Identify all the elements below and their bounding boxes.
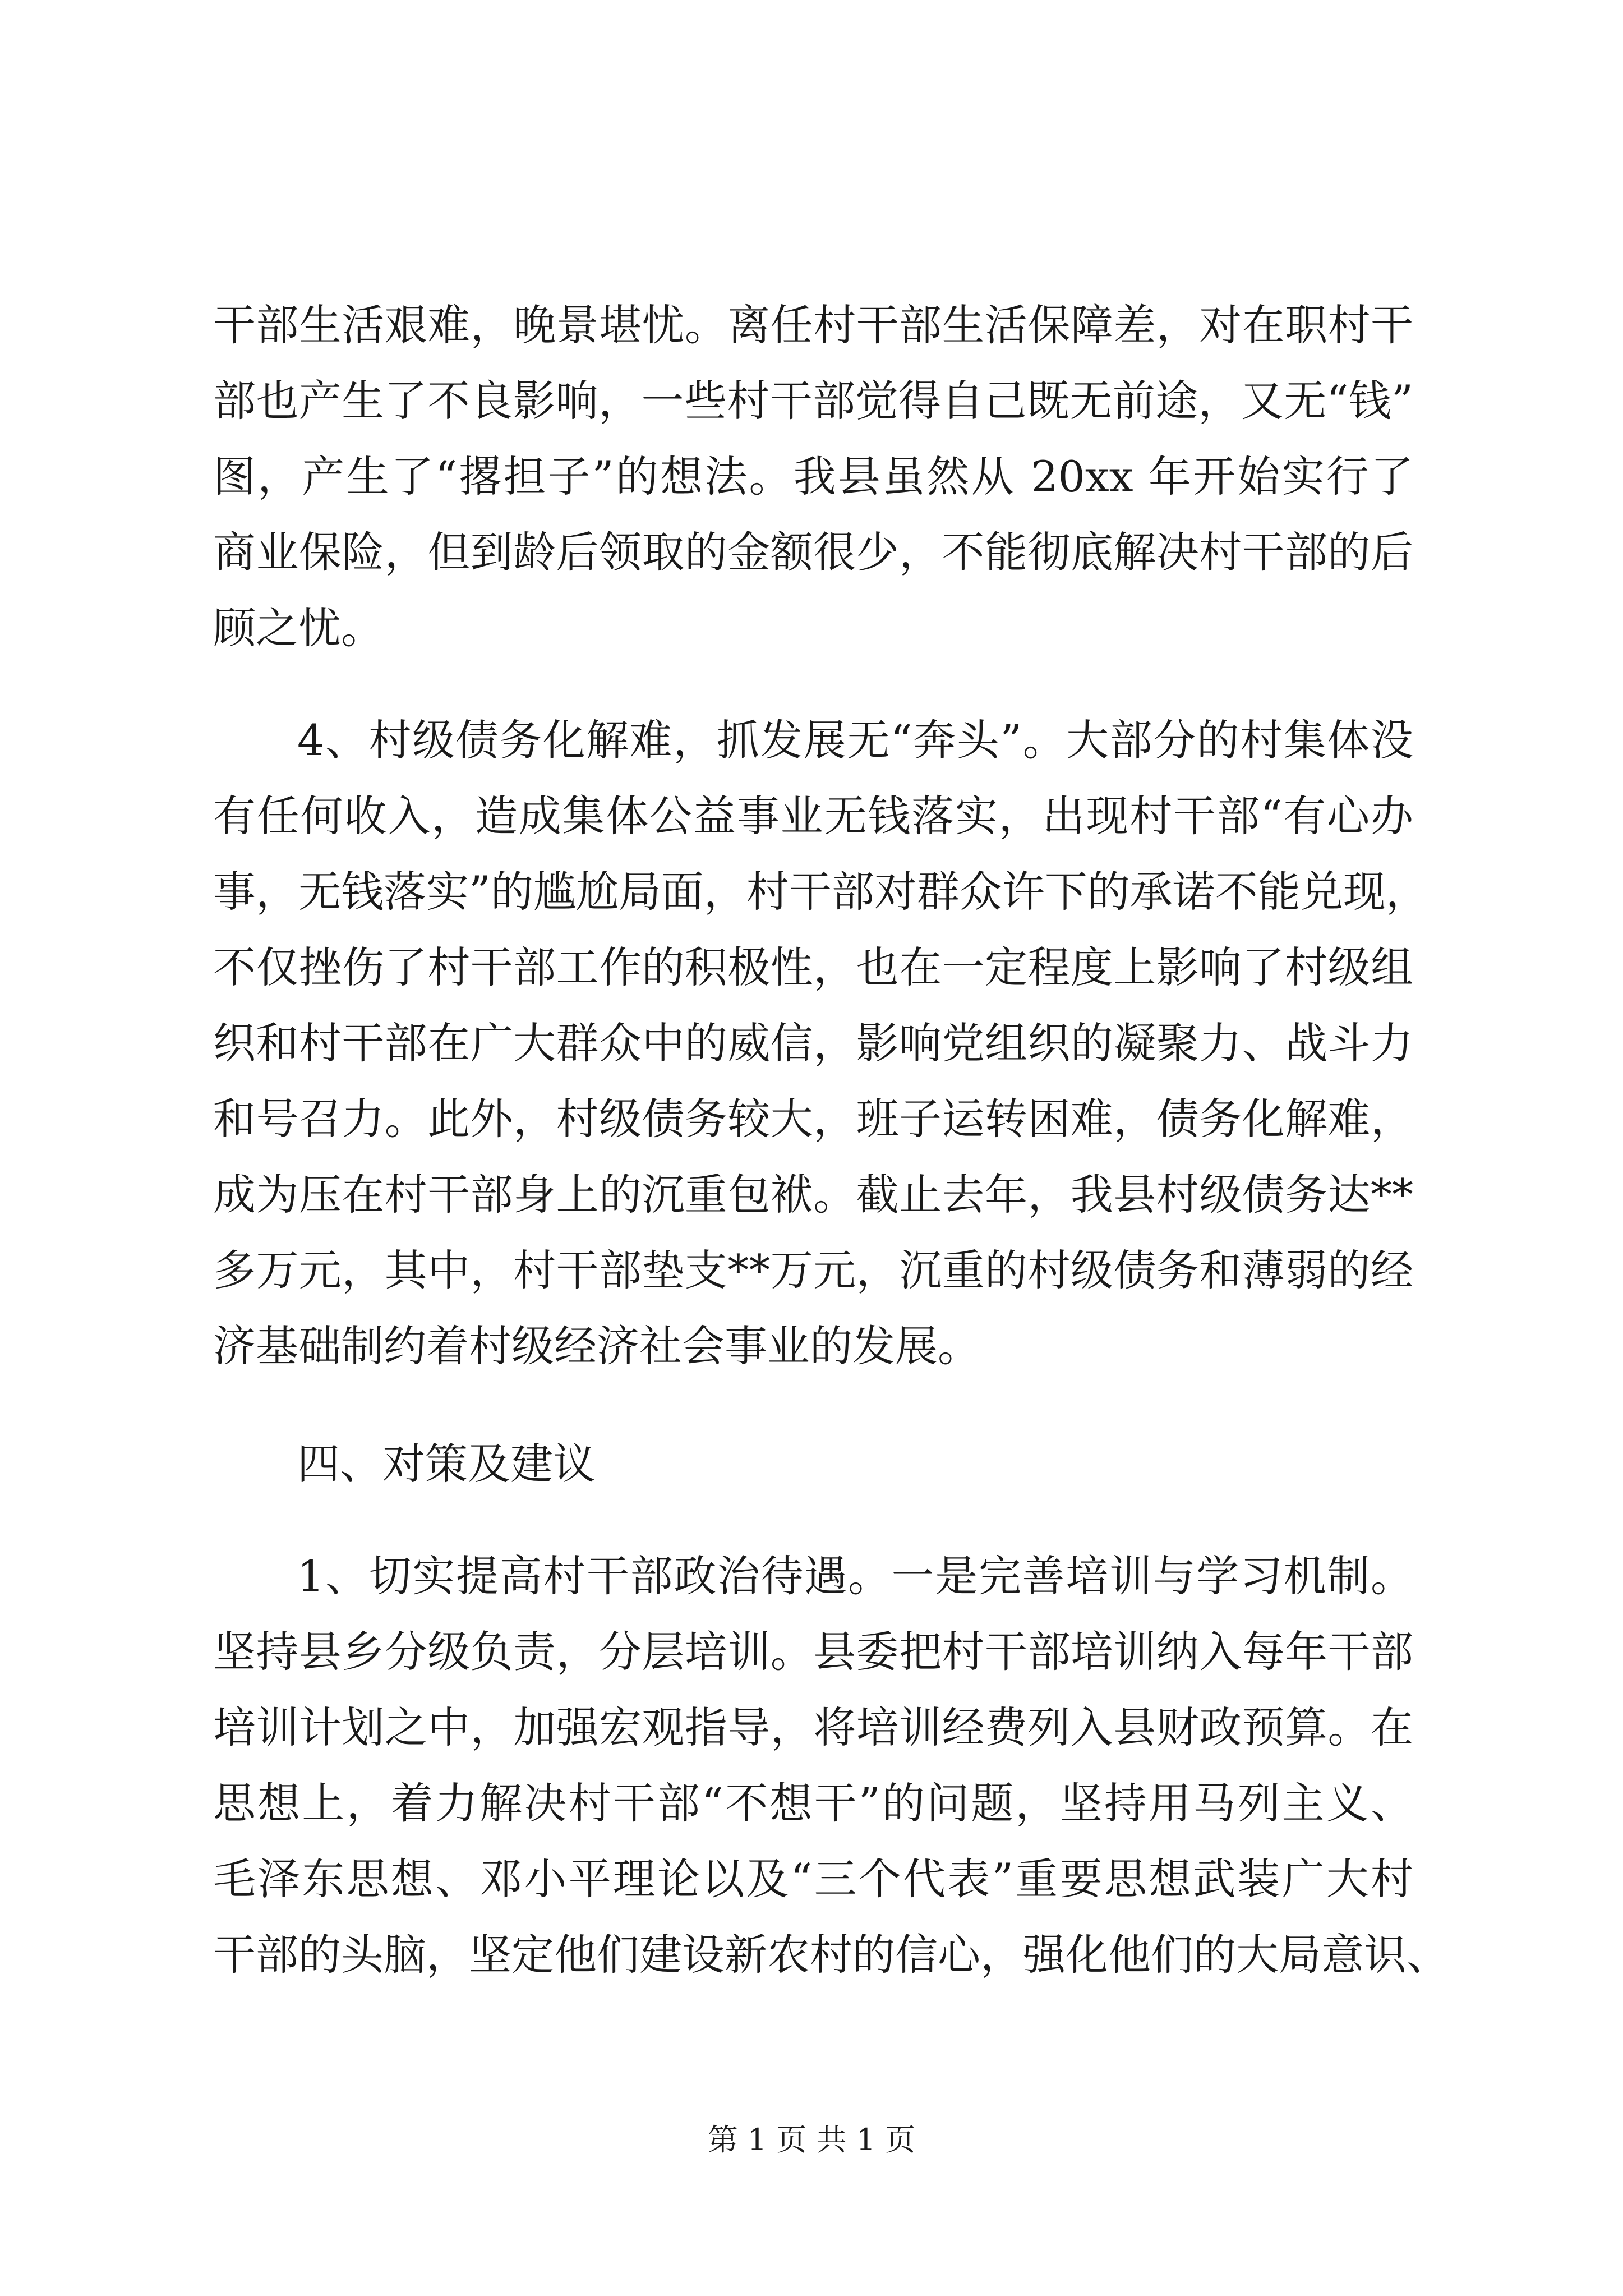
text-line: 1、切实提高村干部政治待遇。一是完善培训与学习机制。 — [297, 1551, 1413, 1601]
section-heading: 四、对策及建议 — [297, 1439, 596, 1489]
text-line: 商业保险，但到龄后领取的金额很少，不能彻底解决村干部的后 — [213, 527, 1413, 577]
text-line: 图，产生了“撂担子”的想法。我县虽然从 20xx 年开始实行了 — [213, 452, 1413, 501]
text-line: 坚持县乡分级负责，分层培训。县委把村干部培训纳入每年干部 — [213, 1627, 1413, 1677]
text-line: 4、村级债务化解难，抓发展无“奔头”。大部分的村集体没 — [297, 715, 1413, 765]
text-line: 不仅挫伤了村干部工作的积极性，也在一定程度上影响了村级组 — [213, 942, 1413, 992]
text-line: 干部生活艰难，晚景堪忧。离任村干部生活保障差，对在职村干 — [213, 300, 1413, 350]
text-line: 成为压在村干部身上的沉重包袱。截止去年，我县村级债务达** — [213, 1170, 1413, 1220]
text-line: 顾之忧。 — [213, 603, 384, 653]
text-line: 干部的头脑，坚定他们建设新农村的信心，强化他们的大局意识、 — [213, 1930, 1449, 1980]
page-number-footer: 第 1 页 共 1 页 — [707, 2122, 916, 2157]
text-line: 毛泽东思想、邓小平理论以及“三个代表”重要思想武装广大村 — [213, 1854, 1413, 1904]
text-line: 事，无钱落实”的尴尬局面，村干部对群众许下的承诺不能兑现， — [213, 867, 1428, 917]
text-line: 多万元，其中，村干部垫支**万元，沉重的村级债务和薄弱的经 — [213, 1245, 1413, 1295]
text-line: 部也产生了不良影响，一些村干部觉得自己既无前途，又无“钱” — [213, 376, 1413, 426]
text-line: 济基础制约着村级经济社会事业的发展。 — [213, 1321, 980, 1371]
text-line: 思想上，着力解决村干部“不想干”的问题，坚持用马列主义、 — [213, 1778, 1413, 1828]
text-line: 织和村干部在广大群众中的威信，影响党组织的凝聚力、战斗力 — [213, 1018, 1413, 1068]
text-line: 有任何收入，造成集体公益事业无钱落实，出现村干部“有心办 — [213, 791, 1413, 841]
text-line: 培训计划之中，加强宏观指导，将培训经费列入县财政预算。在 — [213, 1703, 1413, 1752]
text-line: 和号召力。此外，村级债务较大，班子运转困难，债务化解难， — [213, 1094, 1413, 1144]
